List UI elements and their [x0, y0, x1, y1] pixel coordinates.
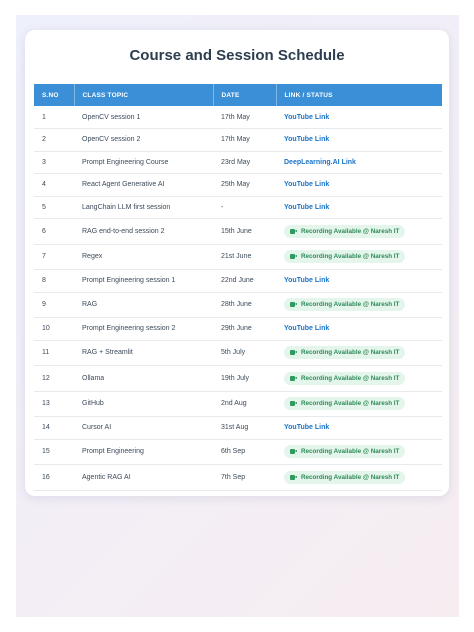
video-camera-icon — [290, 401, 297, 406]
cell-link-status — [276, 391, 442, 417]
table-row — [34, 340, 442, 366]
cell-class-topic: Prompt Engineering — [74, 439, 213, 465]
cell-sno: 3 — [34, 151, 74, 174]
cell-link-status — [276, 174, 442, 197]
cell-date: - — [213, 196, 276, 219]
table-row — [34, 465, 442, 491]
resource-link[interactable]: YouTube Link — [284, 277, 330, 285]
cell-date: 2nd Aug — [213, 391, 276, 417]
recording-status-badge — [284, 471, 405, 484]
cell-class-topic: OpenCV session 2 — [74, 129, 213, 152]
table-row — [34, 151, 442, 174]
recording-status-label: Recording Available @ Naresh IT — [301, 301, 400, 309]
recording-status-label: Recording Available @ Naresh IT — [301, 400, 400, 408]
table-row — [34, 366, 442, 392]
cell-class-topic: OpenCV session 1 — [74, 106, 213, 129]
cell-class-topic: Regex — [74, 244, 213, 270]
recording-status-label: Recording Available @ Naresh IT — [301, 448, 400, 456]
recording-status-badge — [284, 445, 405, 458]
table-row — [34, 292, 442, 318]
cell-date: 7th Sep — [213, 465, 276, 491]
cell-link-status — [276, 196, 442, 219]
recording-status-badge — [284, 250, 405, 263]
cell-link-status — [276, 340, 442, 366]
cell-sno: 6 — [34, 219, 74, 245]
cell-sno: 8 — [34, 270, 74, 293]
table-row — [34, 318, 442, 341]
cell-date: 25th May — [213, 174, 276, 197]
cell-link-status — [276, 292, 442, 318]
cell-link-status — [276, 106, 442, 129]
cell-class-topic: RAG + Streamlit — [74, 340, 213, 366]
table-row — [34, 174, 442, 197]
cell-sno: 12 — [34, 366, 74, 392]
resource-link[interactable]: YouTube Link — [284, 424, 330, 432]
header-class-topic: CLASS TOPIC — [74, 84, 213, 106]
table-row — [34, 106, 442, 129]
cell-date: 17th May — [213, 106, 276, 129]
cell-date: 5th July — [213, 340, 276, 366]
page-title: Course and Session Schedule — [129, 47, 345, 64]
cell-date: 21st June — [213, 244, 276, 270]
table-body — [34, 106, 442, 490]
table-row — [34, 270, 442, 293]
table-row — [34, 244, 442, 270]
cell-class-topic: React Agent Generative AI — [74, 174, 213, 197]
cell-class-topic: Cursor AI — [74, 417, 213, 440]
recording-status-badge — [284, 397, 405, 410]
cell-link-status — [276, 129, 442, 152]
header-date: DATE — [213, 84, 276, 106]
cell-date: 15th June — [213, 219, 276, 245]
cell-sno: 15 — [34, 439, 74, 465]
recording-status-badge — [284, 346, 405, 359]
cell-class-topic: RAG — [74, 292, 213, 318]
cell-date: 23rd May — [213, 151, 276, 174]
cell-class-topic: Prompt Engineering Course — [74, 151, 213, 174]
cell-date: 17th May — [213, 129, 276, 152]
cell-class-topic: Prompt Engineering session 2 — [74, 318, 213, 341]
cell-date: 22nd June — [213, 270, 276, 293]
recording-status-badge — [284, 298, 405, 311]
cell-sno: 1 — [34, 106, 74, 129]
resource-link[interactable]: YouTube Link — [284, 325, 330, 333]
video-camera-icon — [290, 229, 297, 234]
cell-link-status — [276, 244, 442, 270]
cell-link-status — [276, 439, 442, 465]
resource-link[interactable]: DeepLearning.AI Link — [284, 158, 356, 166]
cell-link-status — [276, 318, 442, 341]
cell-link-status — [276, 270, 442, 293]
cell-sno: 11 — [34, 340, 74, 366]
header-row — [34, 84, 442, 106]
cell-link-status — [276, 417, 442, 440]
cell-date: 29th June — [213, 318, 276, 341]
resource-link[interactable]: YouTube Link — [284, 203, 330, 211]
cell-link-status — [276, 219, 442, 245]
cell-date: 6th Sep — [213, 439, 276, 465]
cell-sno: 4 — [34, 174, 74, 197]
schedule-table — [34, 84, 442, 491]
cell-sno: 13 — [34, 391, 74, 417]
table-row — [34, 129, 442, 152]
recording-status-label: Recording Available @ Naresh IT — [301, 227, 400, 235]
table-row — [34, 439, 442, 465]
cell-class-topic: LangChain LLM first session — [74, 196, 213, 219]
resource-link[interactable]: YouTube Link — [284, 136, 330, 144]
header-link-status: LINK / STATUS — [276, 84, 442, 106]
resource-link[interactable]: YouTube Link — [284, 181, 330, 189]
table-row — [34, 417, 442, 440]
video-camera-icon — [290, 254, 297, 259]
recording-status-label: Recording Available @ Naresh IT — [301, 473, 400, 481]
cell-link-status — [276, 151, 442, 174]
table-row — [34, 219, 442, 245]
cell-date: 28th June — [213, 292, 276, 318]
video-camera-icon — [290, 302, 297, 307]
cell-sno: 7 — [34, 244, 74, 270]
cell-sno: 10 — [34, 318, 74, 341]
cell-link-status — [276, 366, 442, 392]
cell-class-topic: Prompt Engineering session 1 — [74, 270, 213, 293]
table-header — [34, 84, 442, 106]
cell-link-status — [276, 465, 442, 491]
cell-class-topic: Agentic RAG AI — [74, 465, 213, 491]
cell-class-topic: Ollama — [74, 366, 213, 392]
recording-status-label: Recording Available @ Naresh IT — [301, 374, 400, 382]
cell-class-topic: RAG end-to-end session 2 — [74, 219, 213, 245]
cell-sno: 2 — [34, 129, 74, 152]
recording-status-badge — [284, 225, 405, 238]
cell-date: 31st Aug — [213, 417, 276, 440]
cell-sno: 5 — [34, 196, 74, 219]
video-camera-icon — [290, 350, 297, 355]
cell-sno: 16 — [34, 465, 74, 491]
header-sno: S.NO — [42, 91, 59, 99]
table-row — [34, 196, 442, 219]
cell-sno: 14 — [34, 417, 74, 440]
video-camera-icon — [290, 376, 297, 381]
recording-status-label: Recording Available @ Naresh IT — [301, 349, 400, 357]
table-row — [34, 391, 442, 417]
cell-sno: 9 — [34, 292, 74, 318]
cell-class-topic: GitHub — [74, 391, 213, 417]
recording-status-badge — [284, 372, 405, 385]
recording-status-label: Recording Available @ Naresh IT — [301, 253, 400, 261]
cell-date: 19th July — [213, 366, 276, 392]
video-camera-icon — [290, 449, 297, 454]
resource-link[interactable]: YouTube Link — [284, 113, 330, 121]
video-camera-icon — [290, 475, 297, 480]
